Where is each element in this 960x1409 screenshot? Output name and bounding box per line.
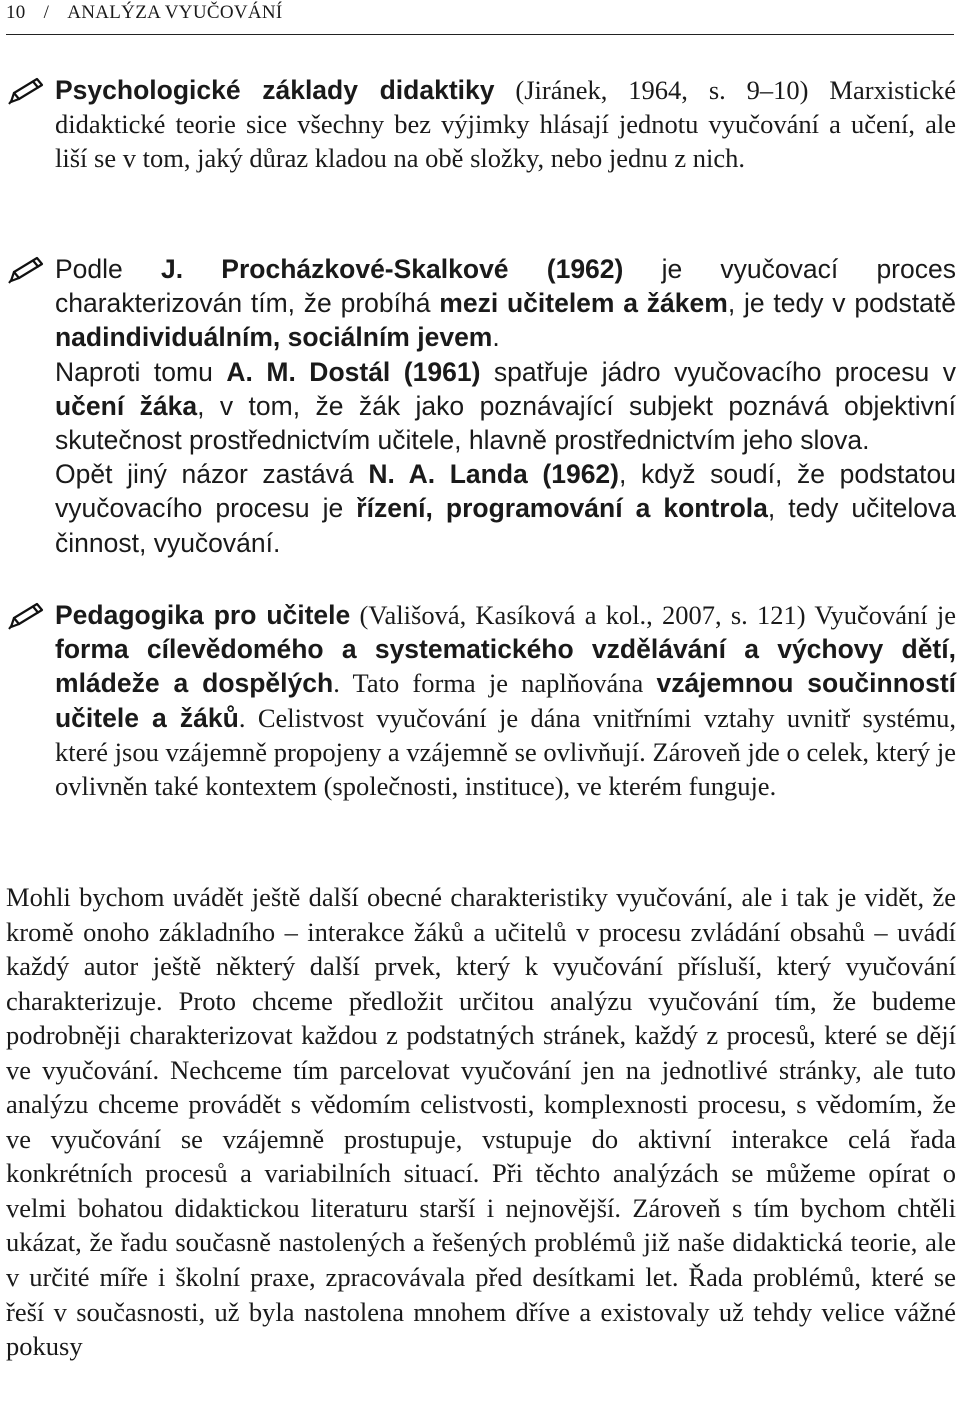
source-title: Psychologické základy didaktiky: [55, 75, 495, 105]
emphasis: řízení, programování a kontrola: [356, 493, 768, 524]
header-rule: [6, 34, 954, 35]
author-name: N. A. Landa (1962): [368, 459, 619, 490]
paragraph-dostal: [55, 355, 956, 458]
text-run: , když soudí, že podstatou vyučovacího procesu je: [55, 459, 957, 524]
header-separator: /: [43, 2, 50, 23]
text-run: . Celistvost vyučování je dána vnitřními vztahy uvnitř systému, které jsou vzájemně propojeny a vzájemně se ovlivňují. Zároveň jde o celek, který je ovlivněn také kontextem (společnosti, instituce), ve kterém funguje.: [55, 702, 957, 802]
source-citation: (Vališová, Kasíková a kol., 2007, s. 121): [350, 600, 806, 630]
author-name: J. Procházkové-Skalkové (1962): [161, 254, 624, 284]
entry-paragraph: [55, 73, 956, 176]
text-run: je vyučovací proces charakterizován tím, že probíhá: [55, 254, 956, 319]
page-number: 10: [6, 2, 26, 23]
quote-entry-jiranek: [55, 73, 956, 176]
text-run: .: [492, 322, 500, 353]
text-run: , v tom, že žák jako poznávající subjekt poznává objektivní skutečnost prostřednictvím učitele, hlavně prostřednictvím jeho slova.: [55, 390, 956, 456]
text-run: Naproti tomu: [55, 356, 227, 387]
emphasis: vzájemnou součinností učitele a žáků: [55, 668, 957, 733]
pencil-icon: [5, 76, 45, 106]
quote-entry-views: [55, 252, 956, 560]
source-title: Pedagogika pro učitele: [55, 600, 351, 630]
main-body-text: [6, 880, 956, 1364]
entry-text: Marxistické didaktické teorie sice všechny bez výjimky hlásají jednotu vyučování a učení, ale liší se v tom, jaký důraz kladou na obě složky, nebo jednu z nich.: [55, 75, 956, 174]
paragraph-prochazkova: [55, 252, 956, 355]
emphasis: učení žáka: [55, 390, 198, 421]
emphasis: nadindividuálním, sociálním jevem: [55, 322, 493, 353]
section-title: ANALÝZA VYUČOVÁNÍ: [67, 2, 283, 23]
text-run: , tedy učitelova činnost, vyučování.: [55, 493, 956, 558]
text-run: Vyučování je: [814, 600, 956, 630]
quote-entry-valisova: [55, 598, 956, 803]
emphasis: mezi učitelem a žákem: [439, 288, 728, 319]
body-paragraph: Mohli bychom uvádět ještě další obecné charakteristiky vyučování, ale i tak je vidět, že kromě onoho základního – interakce žáků a učitelů v procesu zvládání obsahů – uvádí každý autor ještě některý další prvek, který k vyučování přísluší, který vyučování charakterizuje. Proto chceme předložit určitou analýzu vyučování tím, že budeme podrobněji charakterizovat každou z podstatných stránek, každý z procesů, které se dějí ve vyučování. Nechceme tím parcelovat vyučování jen na jednotlivé stránky, ale tuto analýzu chceme provádět s vědomím celistvosti, komplexnosti procesu, s vědomím, že ve vyučování se vzájemně prostupuje, vstupuje do aktivní interakce celá řada konkrétních procesů a variabilních situací. Při těchto analýzách se můžeme opírat o velmi bohatou didaktickou literaturu starší i nejnovější. Zároveň s tím bychom chtěli ukázat, že řadu současně nastolených a řešených problémů již naše didaktická teorie, ale v určité míře i školní praxe, zpracovávala před desítkami let. Řada problémů, které se řeší v současnosti, už byla nastolena mnohem dříve a existovaly už tehdy velice vážné pokusy: [6, 882, 956, 1362]
pencil-icon: [5, 601, 45, 631]
text-run: spatřuje jádro vyučovacího procesu v: [480, 356, 956, 387]
pencil-icon: [5, 255, 45, 285]
source-citation: (Jiránek, 1964, s. 9–10): [494, 75, 809, 105]
paragraph-landa: [55, 457, 956, 560]
entry-paragraph: [55, 598, 956, 803]
text-run: . Tato forma je naplňována: [333, 668, 657, 699]
text-run: Podle: [55, 254, 161, 284]
text-run: Opět jiný názor zastává: [55, 459, 369, 490]
text-run: , je tedy v podstatě: [727, 288, 957, 319]
running-header: [6, 2, 954, 24]
emphasis: forma cílevědomého a systematického vzdělávání a výchovy dětí, mládeže a dospělých: [55, 634, 956, 699]
author-name: A. M. Dostál (1961): [226, 356, 481, 387]
